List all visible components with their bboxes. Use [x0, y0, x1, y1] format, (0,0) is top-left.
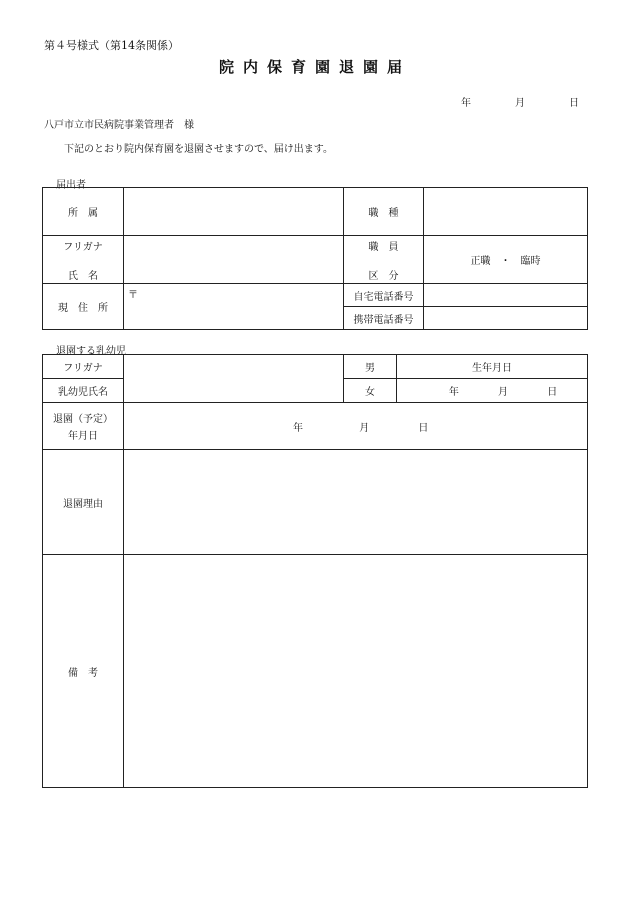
staff-label: 職 員: [368, 241, 399, 253]
addressee: 八戸市立市民病院事業管理者 様: [44, 120, 194, 131]
birth-year-label: 年: [448, 387, 459, 398]
applicant-table: [42, 187, 588, 330]
birth-day-label: 日: [547, 387, 558, 398]
reason-label: 退園理由: [43, 450, 124, 555]
affiliation-field[interactable]: [124, 188, 344, 236]
affiliation-label: 所 属: [43, 188, 124, 236]
reason-field[interactable]: [124, 450, 588, 555]
intro-text: 下記のとおり院内保育園を退園させますので、届け出ます。: [64, 144, 333, 155]
form-number: 第４号様式（第14条関係）: [44, 39, 179, 52]
date-month-label: 月: [515, 98, 525, 109]
date-day-label: 日: [569, 98, 579, 109]
birth-date-field[interactable]: [397, 379, 588, 403]
address-label: 現 住 所: [43, 284, 124, 330]
name-label: 氏 名: [68, 270, 98, 282]
category-label: 区 分: [368, 270, 399, 282]
staff-category-options[interactable]: 正職 ・ 臨時: [424, 236, 588, 284]
male-option[interactable]: 男: [344, 355, 397, 379]
page-title: 院内保育園退園届: [218, 58, 411, 76]
applicant-name-label: [43, 236, 124, 284]
job-type-field[interactable]: [424, 188, 588, 236]
home-phone-field[interactable]: [424, 284, 588, 307]
home-phone-label: 自宅電話番号: [344, 284, 424, 307]
remarks-label: 備 考: [43, 555, 124, 788]
mobile-phone-field[interactable]: [424, 307, 588, 330]
withdraw-date-label-1: 退園（予定）: [53, 414, 113, 425]
postal-mark: 〒: [128, 290, 138, 301]
withdraw-day-label: 日: [418, 422, 429, 434]
job-type-label: 職 種: [344, 188, 424, 236]
birth-month-label: 月: [498, 387, 508, 398]
withdraw-month-label: 月: [359, 422, 370, 434]
furigana-label: フリガナ: [63, 241, 103, 253]
staff-category-label: [344, 236, 424, 284]
applicant-name-field[interactable]: [124, 236, 344, 284]
mobile-phone-label: 携帯電話番号: [344, 307, 424, 330]
child-section-label: 退園する乳幼児: [56, 346, 126, 357]
child-name-label: 乳幼児氏名: [43, 379, 124, 403]
applicant-section-label: 届出者: [56, 180, 86, 191]
child-furigana-label: フリガナ: [43, 355, 124, 379]
child-name-field[interactable]: [124, 355, 344, 403]
withdraw-year-label: 年: [293, 422, 303, 434]
address-field[interactable]: [124, 284, 344, 330]
withdraw-date-field[interactable]: [124, 403, 588, 450]
female-option[interactable]: 女: [344, 379, 397, 403]
withdraw-date-label: [43, 403, 124, 450]
withdraw-date-label-2: 年月日: [68, 431, 98, 442]
date-year-label: 年: [461, 98, 471, 109]
child-table: [42, 354, 588, 788]
birth-date-label: 生年月日: [397, 355, 588, 379]
remarks-field[interactable]: [124, 555, 588, 788]
